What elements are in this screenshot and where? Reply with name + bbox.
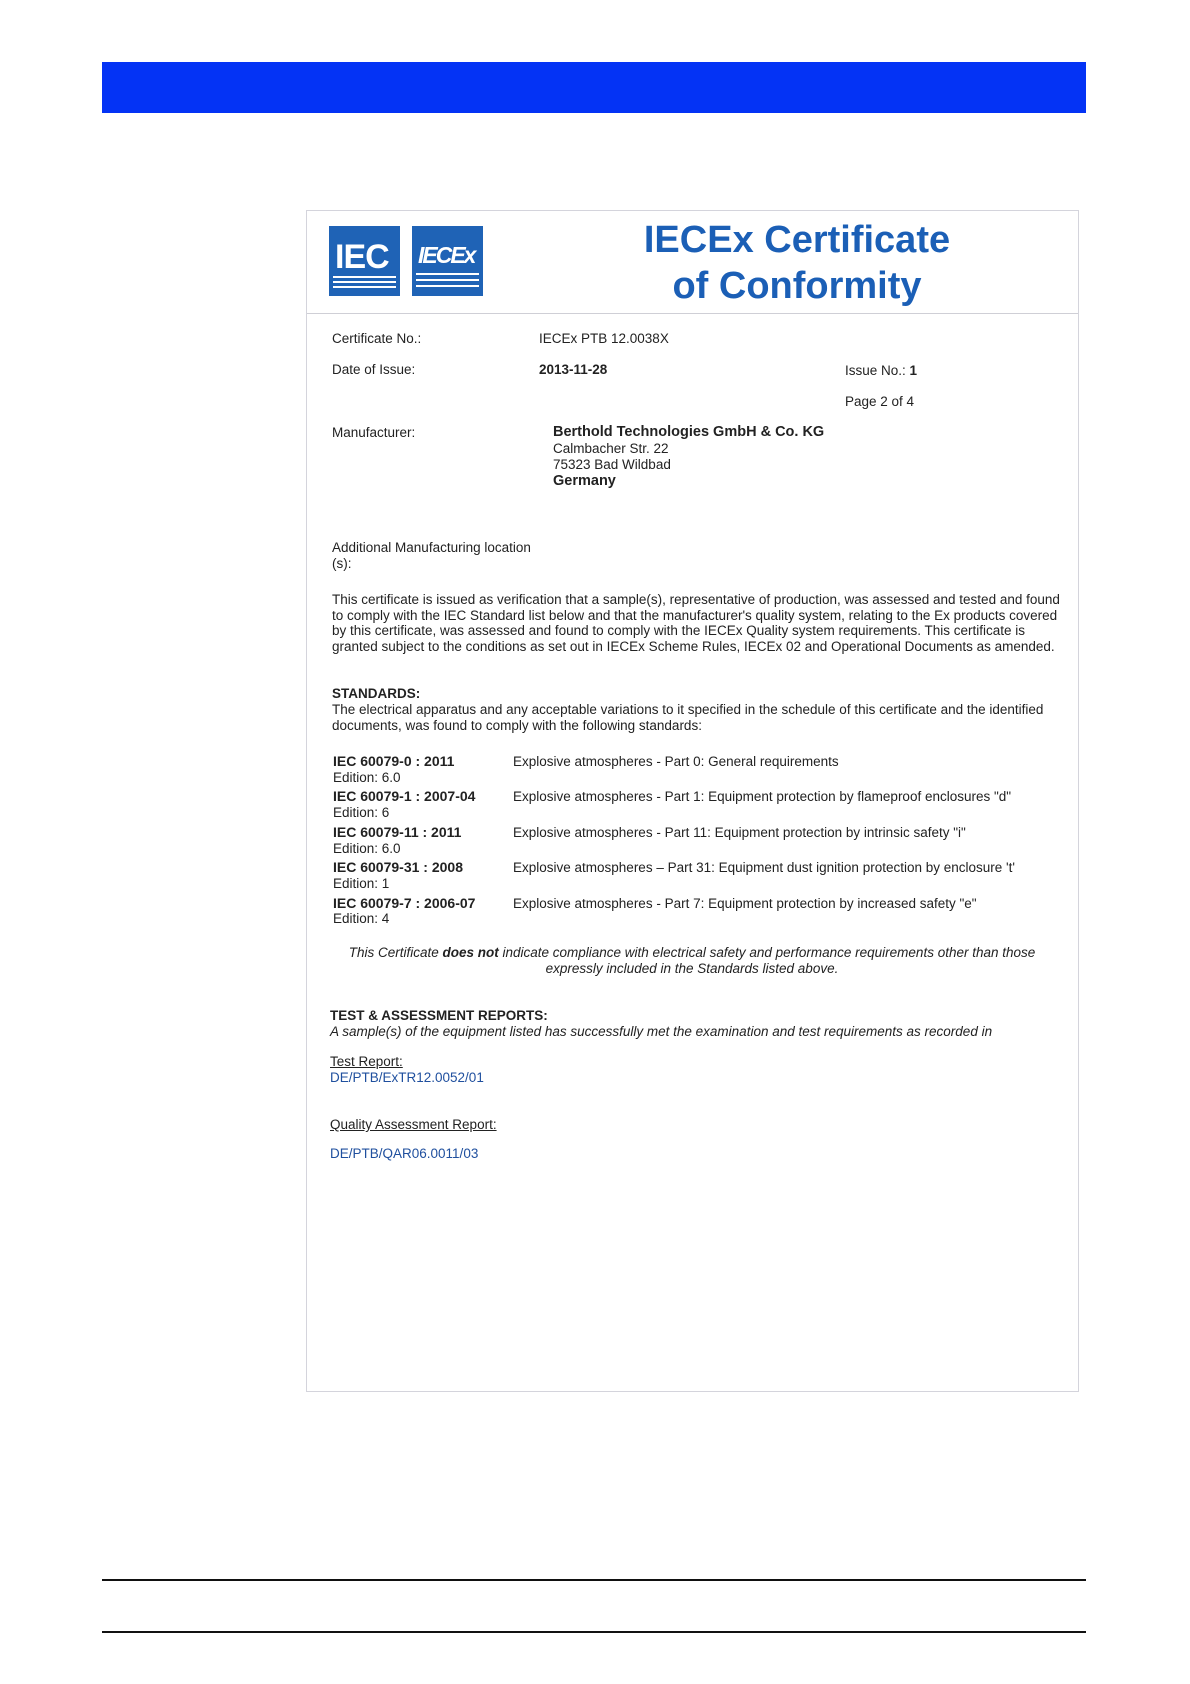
manufacturer-label: Manufacturer: bbox=[332, 425, 416, 440]
standard-code: IEC 60079-11 : 2011 bbox=[333, 824, 462, 840]
manufacturer-name: Berthold Technologies GmbH & Co. KG bbox=[553, 424, 825, 440]
iecex-logo-text: IECEx bbox=[418, 242, 475, 268]
header-divider bbox=[307, 313, 1078, 314]
test-report-label: Test Report: bbox=[330, 1054, 403, 1069]
logo-stripe bbox=[333, 286, 396, 288]
date-value: 2013-11-28 bbox=[539, 362, 608, 377]
standard-description: Explosive atmospheres - Part 11: Equipment protection by intrinsic safety "i" bbox=[513, 825, 966, 840]
standard-code: IEC 60079-1 : 2007-04 bbox=[333, 788, 476, 804]
manufacturer-city: 75323 Bad Wildbad bbox=[553, 457, 671, 472]
additional-location-label: Additional Manufacturing location bbox=[332, 540, 531, 555]
cert-no-label: Certificate No.: bbox=[332, 331, 422, 346]
page-indicator: Page 2 of 4 bbox=[845, 394, 915, 409]
reports-heading: TEST & ASSESSMENT REPORTS: bbox=[330, 1008, 548, 1023]
standard-edition: Edition: 6.0 bbox=[333, 841, 401, 856]
standard-edition: Edition: 4 bbox=[333, 911, 390, 926]
logo-stripe bbox=[416, 279, 479, 281]
standard-edition: Edition: 6.0 bbox=[333, 770, 401, 785]
certificate-title bbox=[607, 217, 987, 309]
iec-logo-text: IEC bbox=[335, 238, 389, 276]
standard-description: Explosive atmospheres - Part 0: General requirements bbox=[513, 754, 839, 769]
logo-stripe bbox=[333, 276, 396, 278]
standards-intro: The electrical apparatus and any acceptable variations to it specified in the schedule of this certificate and the identified documents, was found to comply with the following standards: bbox=[332, 702, 1044, 733]
standard-edition: Edition: 6 bbox=[333, 805, 390, 820]
footer-rule-top bbox=[102, 1579, 1086, 1581]
header-bar bbox=[102, 62, 1086, 113]
issue-label: Issue No.: bbox=[845, 363, 906, 378]
standard-code: IEC 60079-31 : 2008 bbox=[333, 859, 463, 875]
cert-no-value: IECEx PTB 12.0038X bbox=[539, 331, 669, 346]
standards-heading: STANDARDS: bbox=[332, 686, 421, 701]
additional-location-label-cont: (s): bbox=[332, 556, 352, 571]
intro-paragraph: This certificate is issued as verification that a sample(s), representative of production, was assessed and tested and found to comply with the IEC Standard list below and that the manufacturer's quality system, relating to the Ex products covered by this certificate, was assessed and found to comply with the IECEx Quality system requirements. This certificate is granted subject to the conditions as set out in IECEx Scheme Rules, IECEx 02 and Operational Documents as amended. bbox=[332, 592, 1060, 654]
manufacturer-country: Germany bbox=[553, 473, 616, 489]
standard-code: IEC 60079-0 : 2011 bbox=[333, 753, 455, 769]
issue-value: 1 bbox=[909, 363, 918, 378]
manufacturer-street: Calmbacher Str. 22 bbox=[553, 441, 669, 456]
title-line-1: IECEx Certificate bbox=[643, 219, 951, 261]
issue-no bbox=[845, 363, 917, 379]
logo-stripe bbox=[416, 285, 479, 287]
iecex-logo bbox=[412, 226, 483, 296]
standard-description: Explosive atmospheres – Part 31: Equipment dust ignition protection by enclosure 't' bbox=[513, 860, 1015, 875]
title-line-2: of Conformity bbox=[672, 265, 922, 307]
standard-edition: Edition: 1 bbox=[333, 876, 390, 891]
standard-description: Explosive atmospheres - Part 1: Equipment protection by flameproof enclosures "d" bbox=[513, 789, 1012, 804]
iec-logo bbox=[329, 226, 400, 296]
reports-intro: A sample(s) of the equipment listed has successfully met the examination and test requirements as recorded in bbox=[330, 1024, 993, 1039]
logo-stripe bbox=[416, 273, 479, 275]
standard-code: IEC 60079-7 : 2006-07 bbox=[333, 895, 476, 911]
footer-rule-bottom bbox=[102, 1631, 1086, 1633]
standard-description: Explosive atmospheres - Part 7: Equipment protection by increased safety "e" bbox=[513, 896, 977, 911]
test-report-value: DE/PTB/ExTR12.0052/01 bbox=[330, 1070, 484, 1085]
date-label: Date of Issue: bbox=[332, 362, 416, 377]
qa-report-label: Quality Assessment Report: bbox=[330, 1117, 497, 1132]
disclaimer-emphasis: does not bbox=[442, 945, 499, 960]
certificate-page bbox=[306, 210, 1079, 1392]
qa-report-value: DE/PTB/QAR06.0011/03 bbox=[330, 1146, 479, 1161]
logo-stripe bbox=[333, 281, 396, 283]
compliance-disclaimer: This Certificate does not indicate compliance with electrical safety and performance requirements other than those expressly included in the Standards listed above. bbox=[348, 945, 1036, 976]
